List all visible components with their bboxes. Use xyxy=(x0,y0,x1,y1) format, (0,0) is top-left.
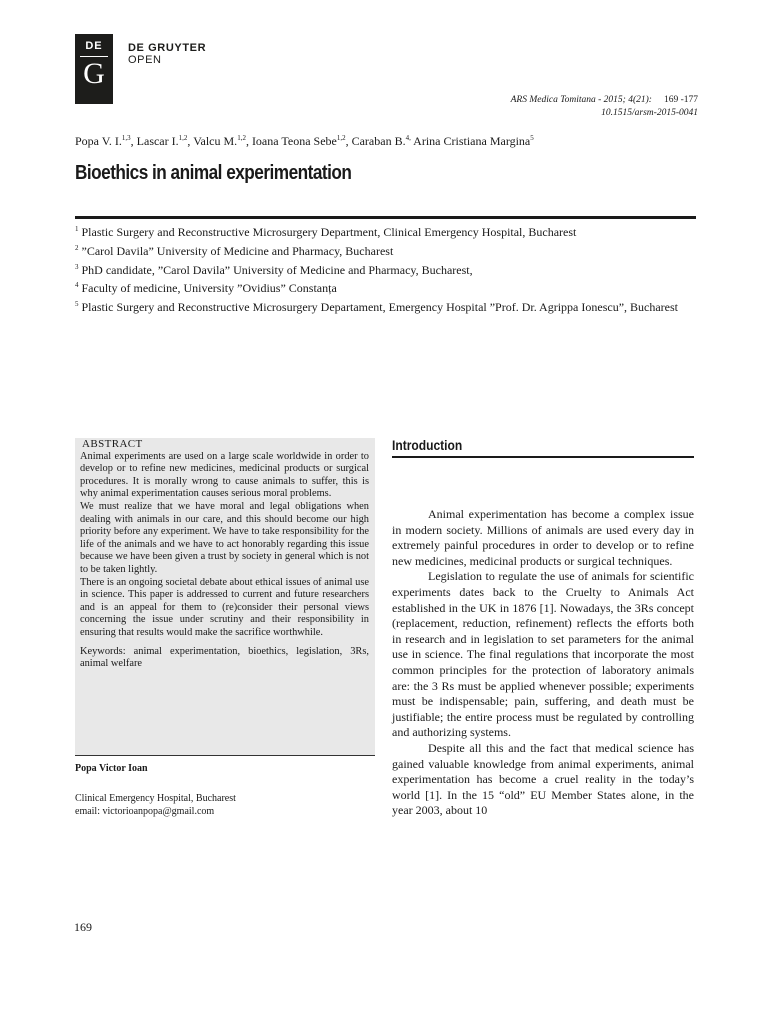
section-divider xyxy=(392,456,694,458)
correspondence-name: Popa Victor Ioan xyxy=(75,763,148,774)
author: Caraban B.$^{4,}$ xyxy=(351,134,411,148)
affiliation: $^2$ ”Carol Davila” University of Medicine and Pharmacy, Bucharest xyxy=(75,243,394,258)
affiliation: $^3$ PhD candidate, ”Carol Davila” University of Medicine and Pharmacy, Bucharest, xyxy=(75,262,473,277)
author: Valcu M.$^{1,2}$, xyxy=(193,134,252,148)
journal-citation xyxy=(511,94,698,120)
publisher-logo xyxy=(75,34,113,104)
affiliation: $^5$ Plastic Surgery and Reconstructive Microsurgery Departament, Emergency Hospital ”Prof. Dr. Agrippa Ionescu”, Bucharest xyxy=(75,300,679,315)
author: Arina Cristiana Margina$^5$ xyxy=(413,134,534,148)
body-paragraph: Legislation to regulate the use of animals for scientific experiments dates back to the Cruelty to Animals Act established in the UK in 1876 [1]. Nowadays, the 3Rs concept (replacement, reduction, refinement) reflects the efforts both in research and in legislation to set parameters for the animal use in science. The final regulations that incorporate the most common principles for the protection of laboratory animals are: the 3 Rs must be applied whenever possible; experiments must be indispensable; pain, suffering, and death must be justifiable; the entire process must be regulated by controlling and authorizing systems. xyxy=(392,569,694,740)
affiliation-list xyxy=(75,222,696,316)
publisher-name xyxy=(128,42,206,66)
keywords: Keywords: animal experimentation, bioethics, legislation, 3Rs, animal welfare xyxy=(80,645,369,670)
author: Ioana Teona Sebe$^{1,2}$, xyxy=(251,134,352,148)
author-list xyxy=(75,134,534,149)
abstract-heading: ABSTRACT xyxy=(82,438,143,450)
body-paragraph: Animal experimentation has become a complex issue in modern society. Millions of animals are used every day in extremely painful procedures in order to develop or to refine new medicines, medicinal products or surgical techniques. xyxy=(392,507,694,568)
correspondence xyxy=(75,762,236,818)
correspondence-email[interactable]: email: victorioanpopa@gmail.com xyxy=(75,806,215,817)
correspondence-institution: Clinical Emergency Hospital, Bucharest xyxy=(75,793,236,804)
introduction-body xyxy=(392,507,694,819)
abstract-box xyxy=(75,438,375,756)
publisher-line1: DE GRUYTER xyxy=(128,42,207,54)
abstract-paragraph: We must realize that we have moral and legal obligations when dealing with animals in our care, and this should become our high priority before any experiment. We have to take responsibility for the life of the animals and we have to act honorably regarding this issue because we have been given a trust by society in general which is not to be taken lightly. xyxy=(80,500,369,575)
journal-pages: 169 -177 xyxy=(663,95,698,105)
article-title: Bioethics in animal experimentation xyxy=(75,162,352,184)
section-heading-introduction: Introduction xyxy=(392,437,463,453)
journal-doi: 10.1515/arsm-2015-0041 xyxy=(601,108,698,118)
logo-de: DE xyxy=(85,40,103,52)
title-divider xyxy=(75,216,696,219)
affiliation: $^1$ Plastic Surgery and Reconstructive Microsurgery Department, Clinical Emergency Hospital, Bucharest xyxy=(75,225,577,239)
abstract-paragraph: Animal experiments are used on a large scale worldwide in order to develop or to refine new medicines, medicinal products or surgical procedures. It is morally wrong to cause animals to suffer, this is why animal experimentation causes serious moral problems. xyxy=(80,450,369,500)
body-paragraph: Despite all this and the fact that medical science has gained valuable knowledge from animal experiments, animal experimentation has become a cruel reality in the today’s world [1]. In the 15 “old” EU Member States alone, in the year 2003, about 10 xyxy=(392,740,694,818)
page-number: 169 xyxy=(74,920,92,934)
publisher-line2: OPEN xyxy=(128,54,162,66)
journal-ref: ARS Medica Tomitana - 2015; 4(21): xyxy=(510,95,652,105)
affiliation: $^4$ Faculty of medicine, University ”Ovidius” Constanța xyxy=(75,281,337,296)
logo-letter: G xyxy=(83,57,105,90)
author: Popa V. I.$^{1,3}$, xyxy=(75,134,137,148)
author: Lascar I.$^{1,2}$, xyxy=(136,134,194,148)
abstract-paragraph: There is an ongoing societal debate about ethical issues of animal use in science. This paper is addressed to current and future researchers and is an appeal for them to (re)consider their personal views concerning the issue under scrutiny and their responsibility in ensuring that results would make the sacrifice worthwhile. xyxy=(80,576,369,638)
